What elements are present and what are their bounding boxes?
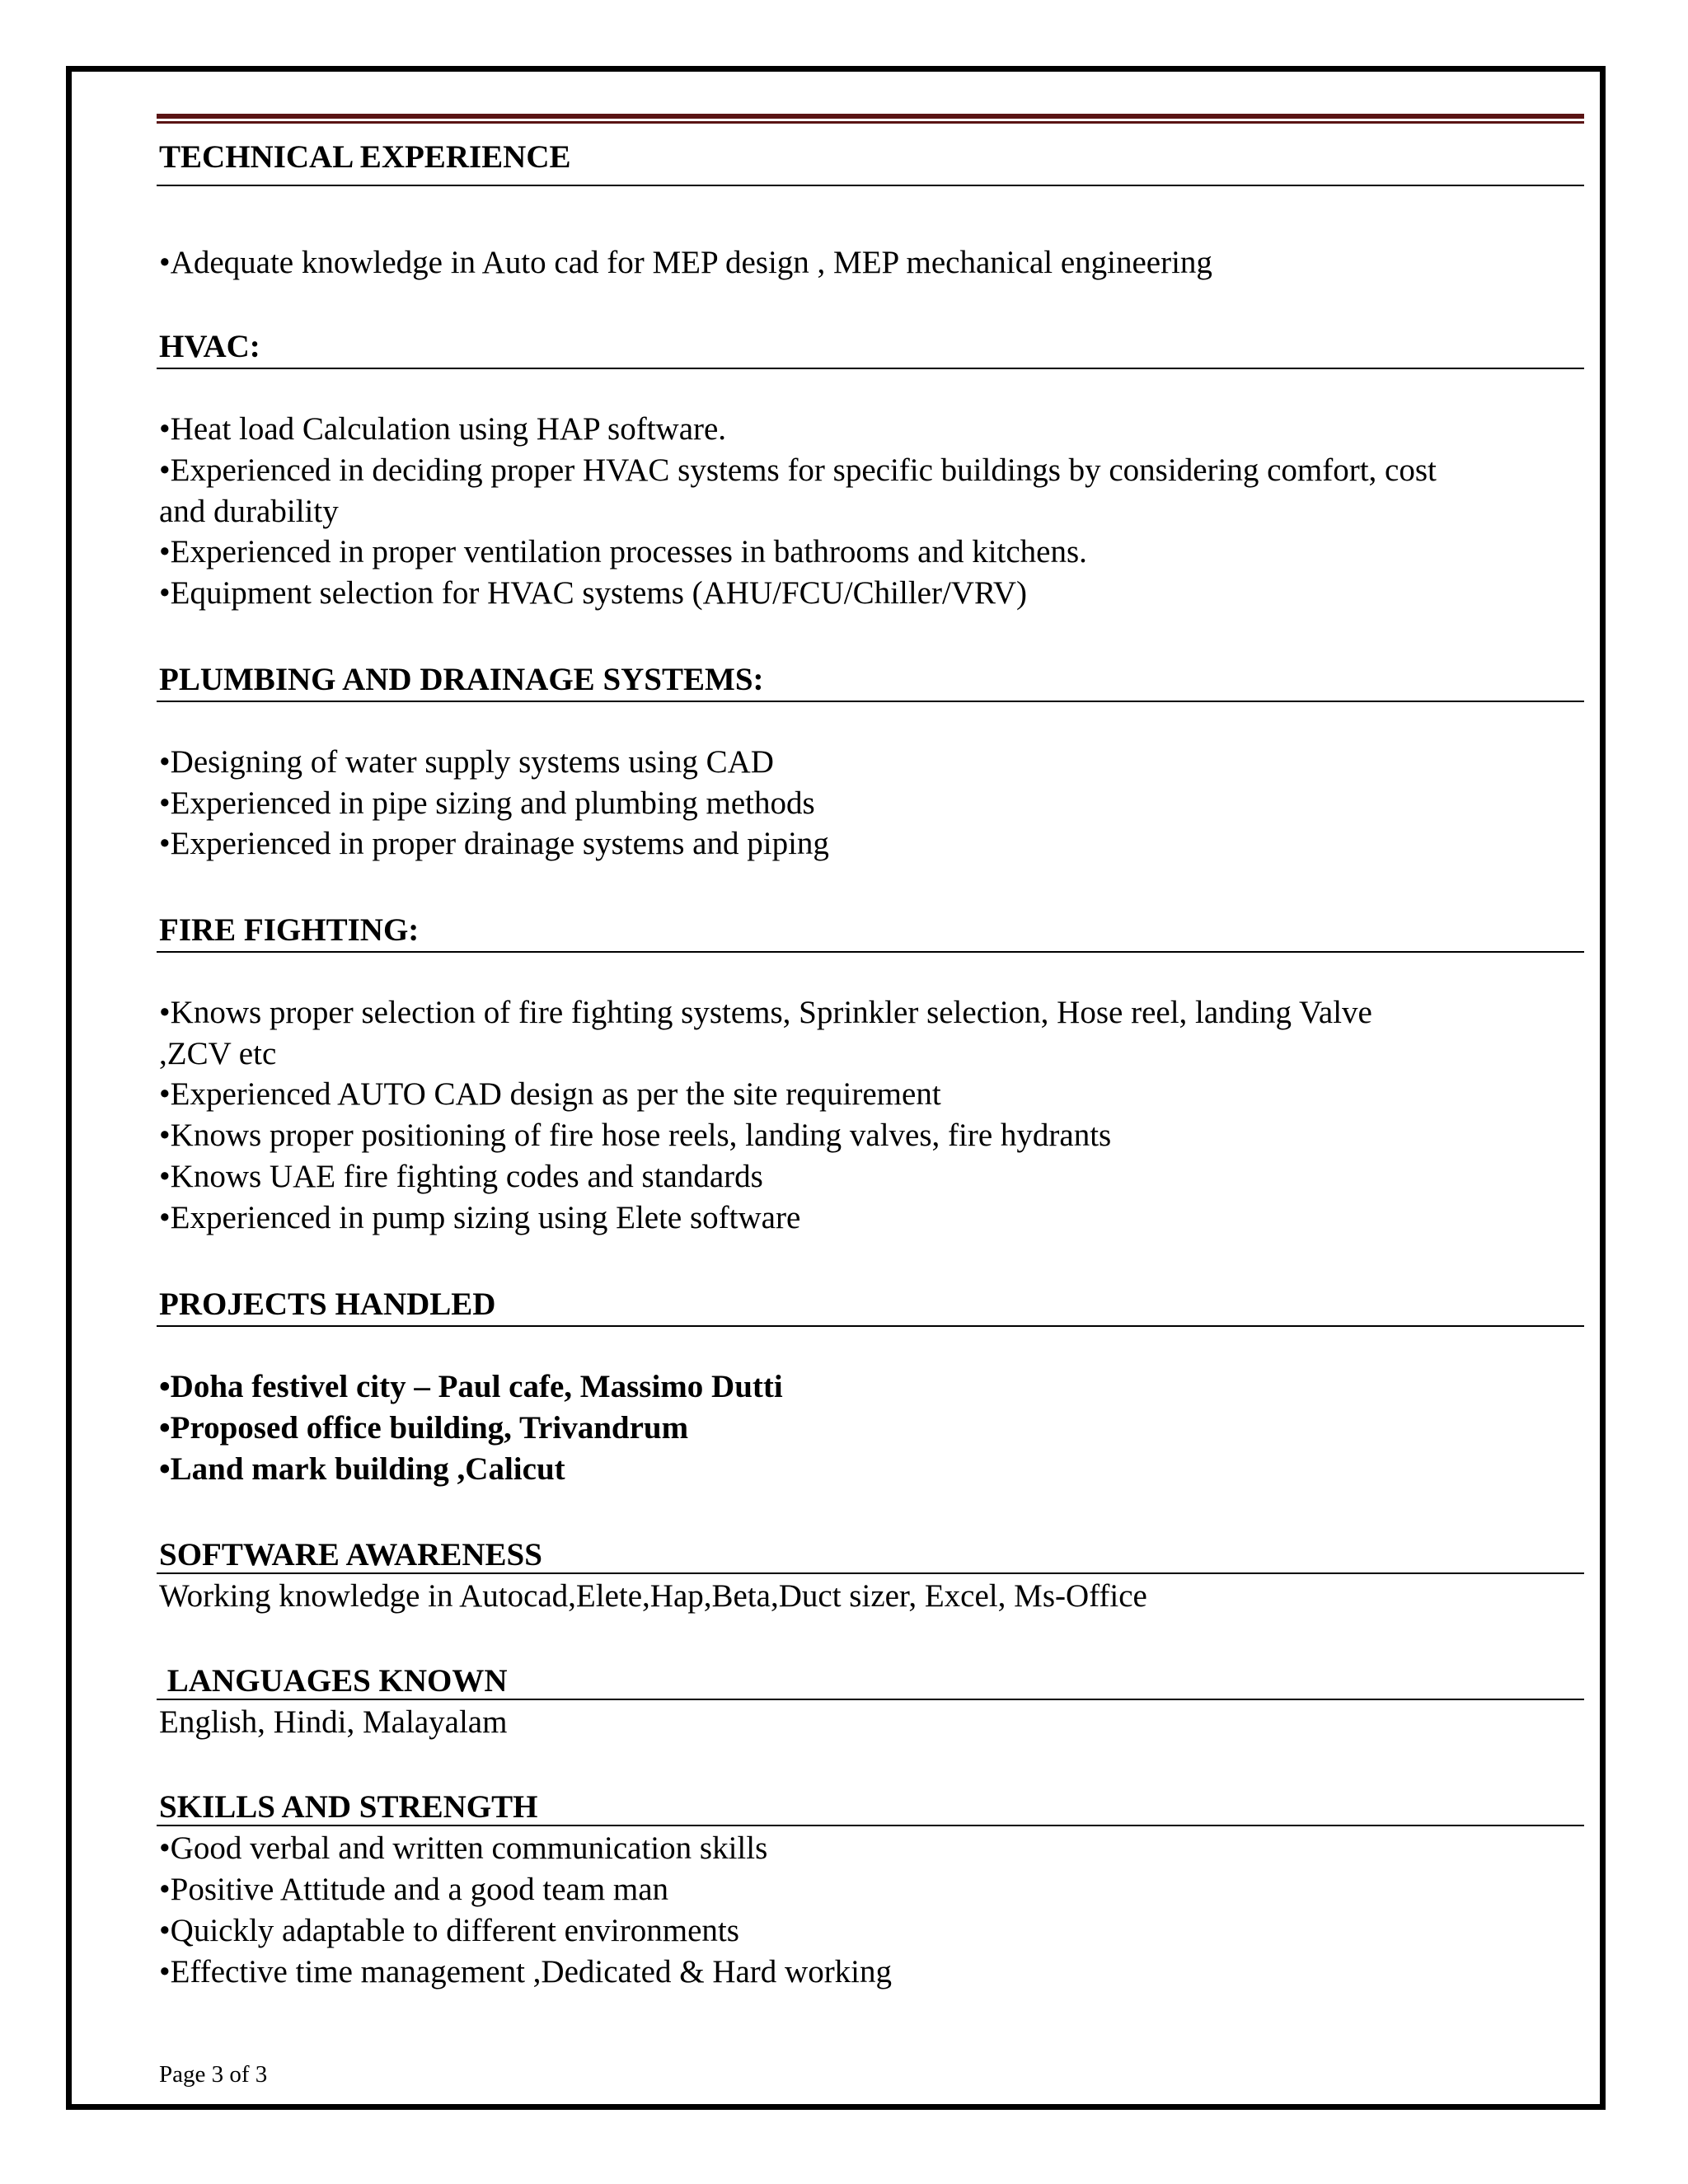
- software-text: Working knowledge in Autocad,Elete,Hap,Beta,Duct sizer, Excel, Ms-Office: [159, 1578, 1147, 1614]
- fire-item-1: •Knows proper selection of fire fighting systems, Sprinkler selection, Hose reel, landing Valve: [159, 995, 1372, 1030]
- skills-item-1: •Good verbal and written communication skills: [159, 1830, 768, 1866]
- languages-text: English, Hindi, Malayalam: [159, 1704, 508, 1740]
- fire-item-3: •Knows proper positioning of fire hose reels, landing valves, fire hydrants: [159, 1118, 1112, 1153]
- header-rule-thin: [157, 121, 1584, 124]
- section-heading-fire-fighting: FIRE FIGHTING:: [157, 912, 1584, 953]
- project-item-2: •Proposed office building, Trivandrum: [159, 1410, 689, 1446]
- header-rule-thick: [157, 114, 1584, 119]
- plumbing-item-3: •Experienced in proper drainage systems and piping: [159, 826, 829, 861]
- skills-item-2: •Positive Attitude and a good team man: [159, 1872, 669, 1907]
- section-heading-software: SOFTWARE AWARENESS: [157, 1536, 1584, 1574]
- fire-item-1-cont: ,ZCV etc: [159, 1036, 277, 1071]
- section-heading-technical-experience: TECHNICAL EXPERIENCE: [157, 138, 1584, 186]
- project-item-1: •Doha festivel city – Paul cafe, Massimo Dutti: [159, 1369, 783, 1404]
- plumbing-item-2: •Experienced in pipe sizing and plumbing methods: [159, 785, 815, 821]
- hvac-item-2-cont: and durability: [159, 494, 339, 529]
- section-heading-languages: LANGUAGES KNOWN: [157, 1662, 1584, 1700]
- hvac-item-1: •Heat load Calculation using HAP software.: [159, 411, 727, 447]
- plumbing-item-1: •Designing of water supply systems using CAD: [159, 744, 774, 780]
- section-heading-plumbing: PLUMBING AND DRAINAGE SYSTEMS:: [157, 661, 1584, 702]
- section-heading-skills: SKILLS AND STRENGTH: [157, 1788, 1584, 1826]
- skills-item-3: •Quickly adaptable to different environments: [159, 1913, 739, 1948]
- skills-item-4: •Effective time management ,Dedicated & Hard working: [159, 1954, 893, 1990]
- hvac-item-4: •Equipment selection for HVAC systems (AHU/FCU/Chiller/VRV): [159, 575, 1027, 611]
- technical-item-1: •Adequate knowledge in Auto cad for MEP design , MEP mechanical engineering: [159, 245, 1212, 280]
- project-item-3: •Land mark building ,Calicut: [159, 1451, 565, 1487]
- section-heading-projects: PROJECTS HANDLED: [157, 1286, 1584, 1327]
- page-number: Page 3 of 3: [159, 2061, 268, 2088]
- hvac-item-2: •Experienced in deciding proper HVAC systems for specific buildings by considering comfort, cost: [159, 452, 1437, 488]
- fire-item-5: •Experienced in pump sizing using Elete software: [159, 1200, 801, 1235]
- section-heading-hvac: HVAC:: [157, 328, 1584, 369]
- header-rule: [157, 114, 1584, 124]
- fire-item-2: •Experienced AUTO CAD design as per the site requirement: [159, 1076, 941, 1112]
- fire-item-4: •Knows UAE fire fighting codes and standards: [159, 1159, 763, 1194]
- hvac-item-3: •Experienced in proper ventilation processes in bathrooms and kitchens.: [159, 534, 1087, 569]
